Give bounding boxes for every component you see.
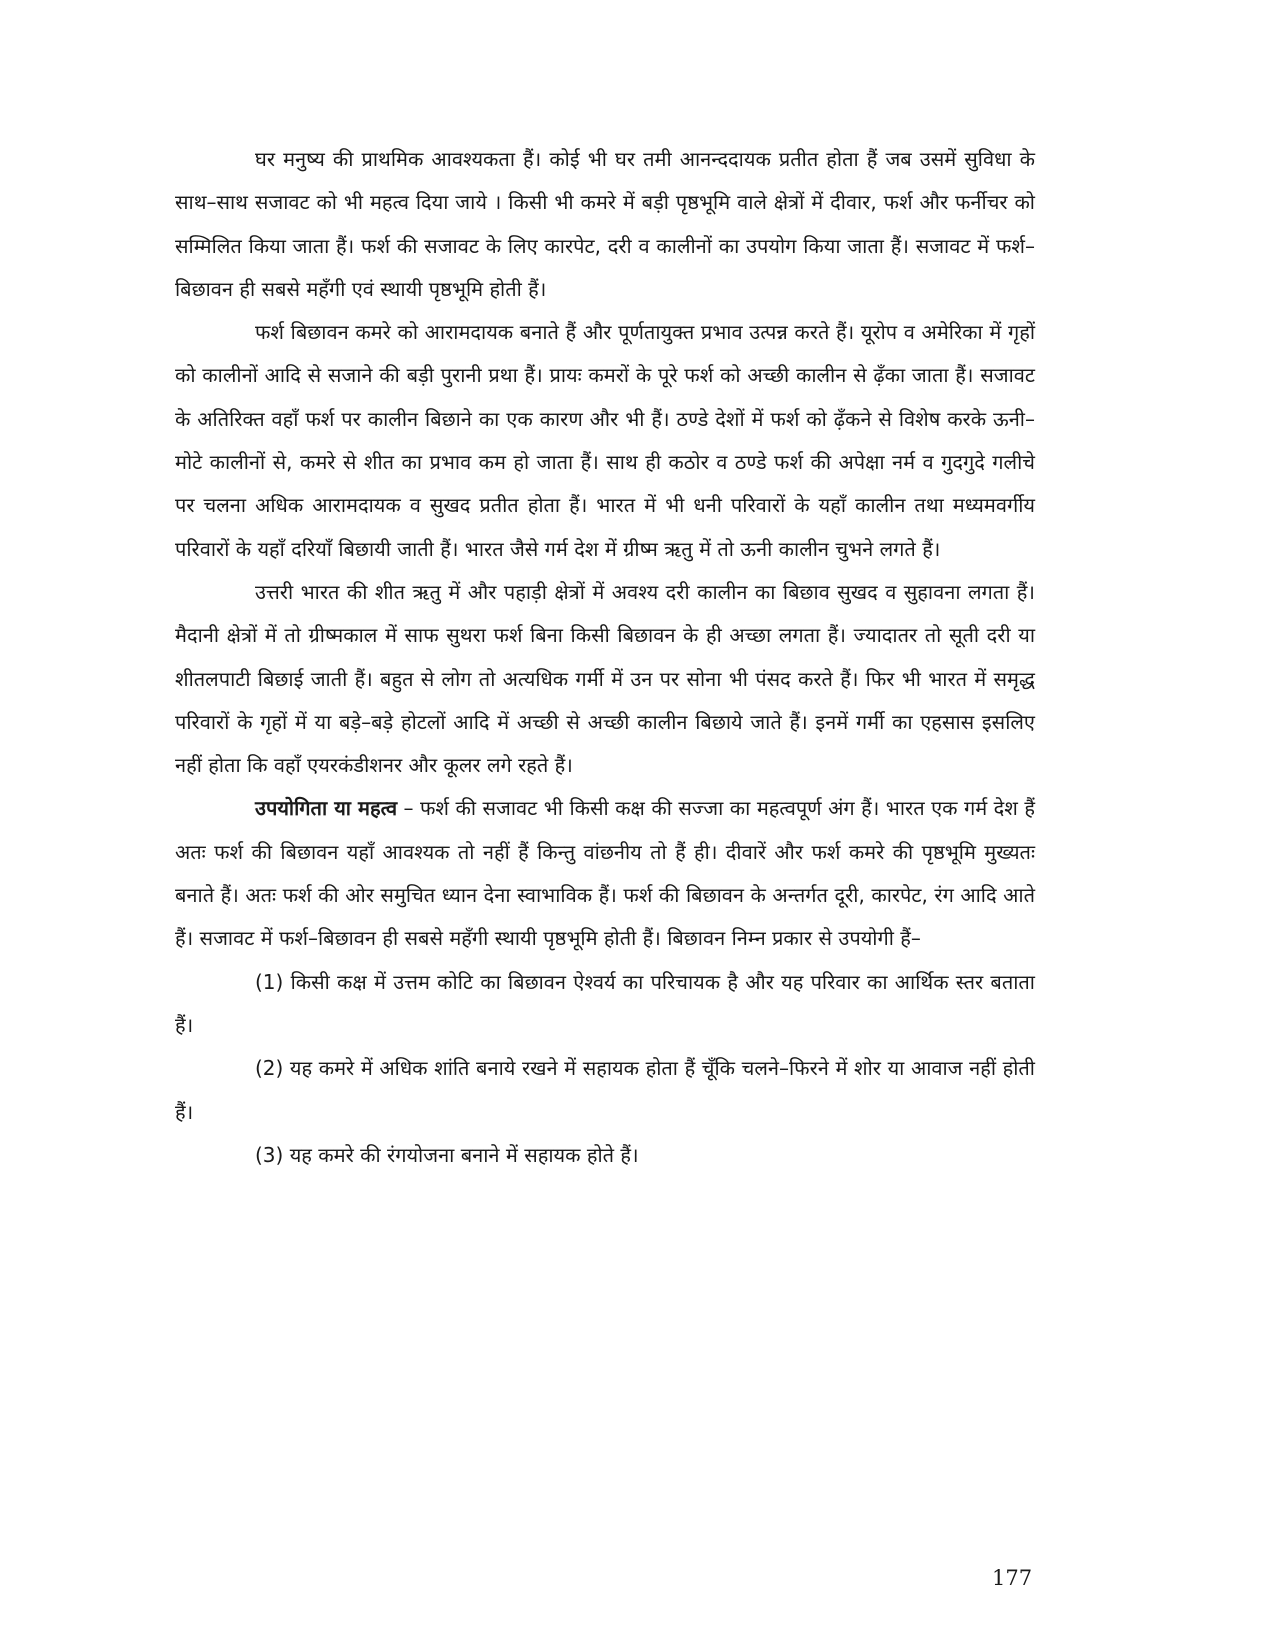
- document-body: [175, 138, 1035, 1177]
- paragraph-introduction: घर मनुष्य की प्राथमिक आवश्यकता हैं। कोई भी घर तमी आनन्ददायक प्रतीत होता हैं जब उसमें सुविधा के साथ–साथ सजावट को भी महत्व दिया जाये । किसी भी कमरे में बड़ी पृष्ठभूमि वाले क्षेत्रों में दीवार, फर्श और फर्नीचर को सम्मिलित किया जाता हैं। फर्श की सजावट के लिए कारपेट, दरी व कालीनों का उपयोग किया जाता हैं। सजावट में फर्श–बिछावन ही सबसे महँगी एवं स्थायी पृष्ठभूमि होती हैं।: [175, 147, 1035, 301]
- paragraph-floor-covering-benefits: फर्श बिछावन कमरे को आरामदायक बनाते हैं और पूर्णतायुक्त प्रभाव उत्पन्न करते हैं। यूरोप व अमेरिका में गृहों को कालीनों आदि से सजाने की बड़ी पुरानी प्रथा हैं। प्रायः कमरों के पूरे फर्श को अच्छी कालीन से ढ़ँका जाता हैं। सजावट के अतिरिक्त वहाँ फर्श पर कालीन बिछाने का एक कारण और भी हैं। ठण्डे देशों में फर्श को ढ़ँकने से विशेष करके ऊनी–मोटे कालीनों से, कमरे से शीत का प्रभाव कम हो जाता हैं। साथ ही कठोर व ठण्डे फर्श की अपेक्षा नर्म व गुदगुदे गलीचे पर चलना अधिक आरामदायक व सुखद प्रतीत होता हैं। भारत में भी धनी परिवारों के यहाँ कालीन तथा मध्यमवर्गीय परिवारों के यहाँ दरियाँ बिछायी जाती हैं। भारत जैसे गर्म देश में ग्रीष्म ऋतु में तो ऊनी कालीन चुभने लगते हैं।: [175, 320, 1035, 561]
- paragraph-north-india-climate: उत्तरी भारत की शीत ऋतु में और पहाड़ी क्षेत्रों में अवश्य दरी कालीन का बिछाव सुखद व सुहावना लगता हैं। मैदानी क्षेत्रों में तो ग्रीष्मकाल में साफ सुथरा फर्श बिना किसी बिछावन के ही अच्छा लगता हैं। ज्यादातर तो सूती दरी या शीतलपाटी बिछाई जाती हैं। बहुत से लोग तो अत्यधिक गर्मी में उन पर सोना भी पंसद करते हैं। फिर भी भारत में समृद्ध परिवारों के गृहों में या बड़े–बड़े होटलों आदि में अच्छी से अच्छी कालीन बिछाये जाते हैं। इनमें गर्मी का एहसास इसलिए नहीं होता कि वहाँ एयरकंडीशनर और कूलर लगे रहते हैं।: [175, 579, 1035, 778]
- paragraph-importance: [175, 787, 1035, 960]
- importance-heading: उपयोगिता या महत्व: [255, 796, 398, 821]
- list-item-point-2: (2) यह कमरे में अधिक शांति बनाये रखने में सहायक होता हैं चूँकि चलने–फिरने में शोर या आवाज नहीं होती हैं।: [175, 1056, 1035, 1124]
- list-item-point-3: (3) यह कमरे की रंगयोजना बनाने में सहायक होते हैं।: [255, 1142, 639, 1167]
- page-number: 177: [992, 1566, 1033, 1590]
- importance-text: – फर्श की सजावट भी किसी कक्ष की सज्जा का महत्वपूर्ण अंग हैं। भारत एक गर्म देश हैं अतः फर्श की बिछावन यहाँ आवश्यक तो नहीं हैं किन्तु वांछनीय तो हैं ही। दीवारें और फर्श कमरे की पृष्ठभूमि मुख्यतः बनाते हैं। अतः फर्श की ओर समुचित ध्यान देना स्वाभाविक हैं। फर्श की बिछावन के अन्तर्गत दूरी, कारपेट, रंग आदि आते हैं। सजावट में फर्श–बिछावन ही सबसे महँगी स्थायी पृष्ठभूमि होती हैं। बिछावन निम्न प्रकार से उपयोगी हैं–: [175, 796, 1035, 951]
- list-item-point-1: (1) किसी कक्ष में उत्तम कोटि का बिछावन ऐश्वर्य का परिचायक है और यह परिवार का आर्थिक स्तर बताता हैं।: [175, 969, 1035, 1037]
